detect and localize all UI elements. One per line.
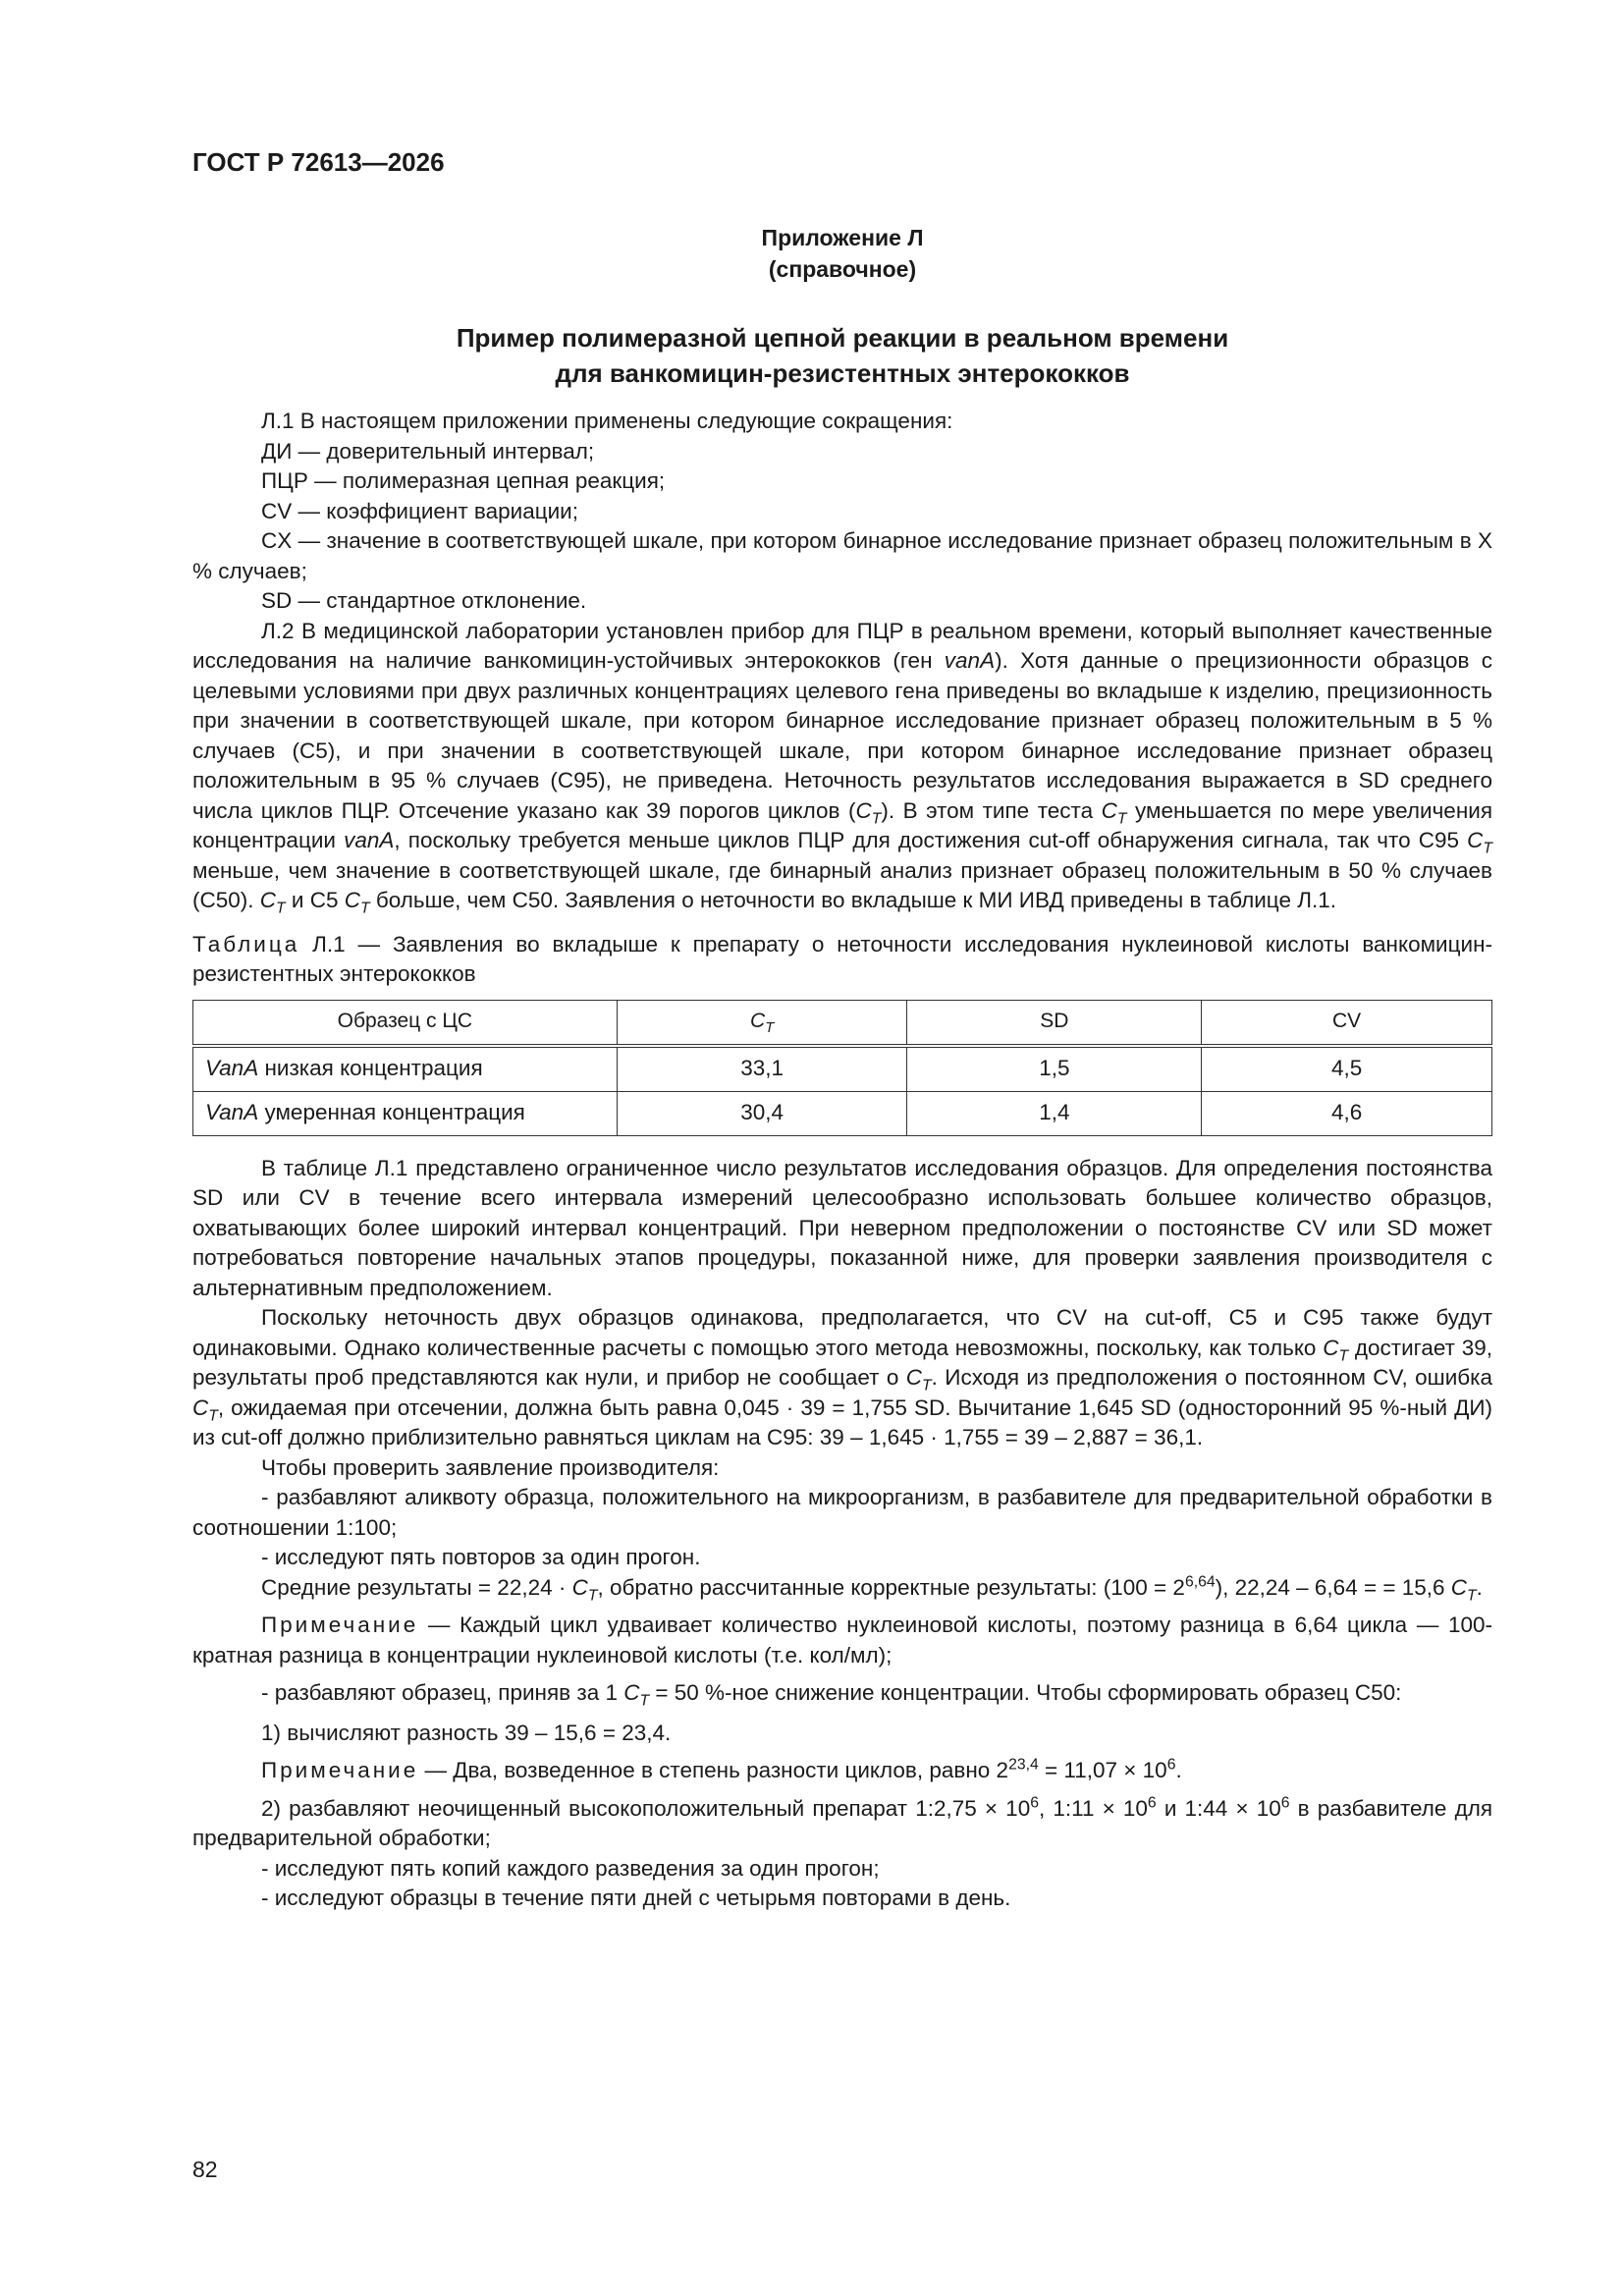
cell-cv: 4,6 [1202, 1091, 1492, 1135]
exponent: 6,64 [1184, 1573, 1216, 1590]
cell-sample [193, 1091, 618, 1135]
text-run: ). Хотя данные о прецизионности образцов с целевыми условиями при двух различных концентрациях целевого гена приведены во вкладыше к изделию, прецизионность при значении в соответствующей шкале, при котором бинарное исследование признает образец положительным в 5 % случаев (С5), и при значении в соответствующей шкале, при котором бинарное исследование признает образец положительным в 95 % случаев (С95), не приведена. Неточность результатов исследования выражается в SD среднего числа циклов ПЦР. Отсечение указано как 39 порогов циклов ( [192, 648, 1492, 823]
gene-name: vanA [344, 828, 395, 852]
annex-kind: (справочное) [768, 256, 917, 282]
table-row [193, 1091, 1492, 1135]
text-run: - разбавляют образец, приняв за 1 [261, 1680, 624, 1705]
text-run: , обратно рассчитанные корректные результаты: (100 = 2 [597, 1574, 1185, 1600]
ct-symbol: C [1323, 1335, 1339, 1360]
cell-ct: 30,4 [617, 1091, 907, 1135]
gene-name: VanA [205, 1100, 259, 1125]
paragraph-verify-intro: Чтобы проверить заявление производителя: [261, 1454, 720, 1480]
ct-subscript: T [587, 1587, 598, 1604]
list-item [192, 1678, 1492, 1709]
paragraph-l1: Л.1 В настоящем приложении применены следующие сокращения: [261, 409, 953, 433]
note-label: Примечание [261, 1758, 419, 1782]
ct-subscript: T [639, 1692, 650, 1710]
annex-heading-line-1: Пример полимеразной цепной реакции в реальном времени [456, 323, 1229, 353]
ct-symbol: C [750, 1010, 766, 1033]
table-caption [192, 930, 1492, 990]
ct-subscript: T [1483, 840, 1492, 857]
sample-description: низкая концентрация [258, 1056, 483, 1081]
list-item: - исследуют пять повторов за один прогон. [261, 1545, 701, 1569]
imprecision-table [192, 1000, 1492, 1136]
paragraph-mean-results [192, 1573, 1492, 1604]
text-run: . Исходя из предположения о постоянном CV, ошибка [931, 1365, 1493, 1390]
exponent: 6 [1030, 1794, 1039, 1811]
paragraph-l2 [192, 617, 1492, 916]
text-run: больше, чем С50. Заявления о неточности во вкладыше к МИ ИВД приведены в таблице Л.1. [369, 888, 1336, 912]
ct-symbol: C [1101, 797, 1117, 823]
text-run: , поскольку требуется меньше циклов ПЦР для достижения cut-off обнаружения сигнала, так что С95 [394, 828, 1468, 852]
annex-title: Приложение Л [761, 225, 924, 250]
text-run: в разбавителе для предварительной обработки; [192, 1795, 1493, 1850]
header-sample: Образец с ЦС [193, 1000, 618, 1046]
text-run: . [1476, 1574, 1483, 1600]
text-run: Средние результаты = 22,24 · [261, 1574, 572, 1600]
text-run: ), 22,24 – 6,64 = = 15,6 [1215, 1574, 1451, 1600]
note-1 [192, 1611, 1492, 1670]
table-header-row [193, 1000, 1492, 1046]
ct-symbol: C [571, 1574, 588, 1600]
cell-ct: 33,1 [617, 1046, 907, 1092]
ct-subscript: T [359, 900, 370, 917]
ct-subscript: T [208, 1407, 218, 1424]
ct-subscript: T [1338, 1347, 1349, 1364]
text-run: 2) разбавляют неочищенный высокоположительный препарат 1:2,75 × 10 [261, 1795, 1031, 1821]
paragraph-table-discussion: В таблице Л.1 представлено ограниченное число результатов исследования образцов. Для определения постоянства SD или CV в течение всего интервала измерений целесообразно использовать большее количество образцов, охватывающих более широкий интервал концентраций. При неверном предположении о постоянстве CV или SD может потребоваться повторение начальных этапов процедуры, показанной ниже, для проверки заявления производителя с альтернативным предположением. [192, 1155, 1492, 1300]
annex-heading [192, 320, 1492, 391]
document-body [192, 407, 1492, 1914]
ct-subscript: T [871, 810, 882, 827]
page-number: 82 [192, 2157, 218, 2182]
cell-sample [193, 1046, 618, 1092]
text-run: Поскольку неточность двух образцов одинакова, предполагается, что CV на cut-off, С5 и С95 также будут одинаковыми. Однако количественные расчеты с помощью этого метода невозможны, поскольку, как только [192, 1305, 1492, 1360]
header-sd: SD [907, 1000, 1202, 1046]
ct-symbol: C [623, 1680, 640, 1705]
text-run: = 50 %-ное снижение концентрации. Чтобы сформировать образец С50: [649, 1680, 1402, 1705]
annex-title-block [192, 222, 1492, 391]
note-text: . [1175, 1758, 1182, 1782]
note-text: = 11,07 × 10 [1038, 1758, 1167, 1782]
ct-symbol: C [855, 797, 872, 823]
exponent: 6 [1280, 1794, 1290, 1811]
note-text: — Два, возведенное в степень разности циклов, равно 2 [418, 1758, 1009, 1782]
paragraph-cv-assumption [192, 1303, 1492, 1453]
text-run: Л.2 В медицинской лаборатории установлен прибор для ПЦР в реальном времени, который выполняет качественные исследования на наличие ванкомицин-устойчивых энтерококков (ген [192, 618, 1492, 673]
table-row [193, 1046, 1492, 1092]
abbreviation-sd: SD — стандартное отклонение. [261, 588, 587, 613]
cell-sd: 1,4 [907, 1091, 1202, 1135]
ct-subscript: T [276, 900, 286, 917]
list-item: - разбавляют аликвоту образца, положительного на микроорганизм, в разбавителе для предварительной обработки в соотношении 1:100; [192, 1485, 1492, 1540]
text-run: , 1:11 × 10 [1038, 1795, 1148, 1821]
text-run: , ожидаемая при отсечении, должна быть равна 0,045 · 39 = 1,755 SD. Вычитание 1,645 SD (односторонний 95 %-ный ДИ) из cut-off должно приблизительно равняться циклам на С95: 39 – 1,645 · 1,755 = 39 – 2,887 = 36,1. [192, 1394, 1492, 1449]
text-run: меньше, чем значение в соответствующей шкале, где бинарный анализ признает образец положительным в 50 % случаев (С50). [192, 857, 1492, 912]
abbreviation-pcr: ПЦР — полимеразная цепная реакция; [261, 468, 666, 493]
text-run: уменьшается по мере увеличения концентрации [192, 797, 1493, 852]
ct-subscript: T [1116, 810, 1127, 827]
list-item: - исследуют пять копий каждого разведения за один прогон; [261, 1855, 880, 1881]
ct-subscript: T [922, 1377, 932, 1394]
exponent: 6 [1166, 1756, 1176, 1774]
ct-subscript: T [1467, 1587, 1477, 1604]
abbreviation-cv: CV — коэффициент вариации; [261, 498, 578, 523]
text-run: достигает 39, результаты проб представляются как нули, и прибор не сообщает о [192, 1335, 1493, 1390]
ct-symbol: C [1467, 828, 1484, 852]
exponent: 6 [1147, 1794, 1157, 1811]
sample-description: умеренная концентрация [258, 1100, 525, 1125]
note-label: Примечание [261, 1613, 419, 1637]
header-cv: CV [1202, 1000, 1492, 1046]
exponent: 23,4 [1008, 1756, 1039, 1774]
step-1: 1) вычисляют разность 39 – 15,6 = 23,4. [261, 1720, 672, 1745]
ct-symbol: C [905, 1365, 923, 1390]
ct-symbol: C [344, 888, 360, 912]
table-caption-label: Таблица [192, 931, 300, 957]
table-caption-text: Л.1 — Заявления во вкладыше к препарату о неточности исследования нуклеиновой кислоты ванкомицин-резистентных энтерококков [192, 931, 1492, 986]
gene-name: VanA [205, 1056, 259, 1081]
abbreviation-cx: CX — значение в соответствующей шкале, при котором бинарное исследование признает образец положительным в X % случаев; [192, 528, 1492, 583]
document-code-header: ГОСТ Р 72613—2026 [192, 147, 445, 177]
step-2 [192, 1794, 1492, 1854]
gene-name: vanA [944, 648, 996, 673]
annex-heading-line-2: для ванкомицин-резистентных энтерококков [555, 358, 1130, 388]
ct-symbol: C [192, 1394, 209, 1420]
note-2 [192, 1756, 1492, 1786]
cell-sd: 1,5 [907, 1046, 1202, 1092]
cell-cv: 4,5 [1202, 1046, 1492, 1092]
ct-symbol: C [1450, 1574, 1468, 1600]
abbreviation-di: ДИ — доверительный интервал; [261, 438, 595, 464]
header-ct [617, 1000, 907, 1046]
list-item: - исследуют образцы в течение пяти дней с четырьмя повторами в день. [261, 1886, 1011, 1910]
ct-symbol: C [259, 888, 277, 912]
ct-subscript: T [765, 1020, 775, 1037]
note-text: — Каждый цикл удваивает количество нуклеиновой кислоты, поэтому разница в 6,64 цикла — 100-кратная разница в концентрации нуклеиновой кислоты (т.е. кол/мл); [192, 1613, 1492, 1667]
text-run: и С5 [285, 888, 345, 912]
text-run: ). В этом типе теста [881, 797, 1102, 823]
text-run: и 1:44 × 10 [1156, 1795, 1281, 1821]
